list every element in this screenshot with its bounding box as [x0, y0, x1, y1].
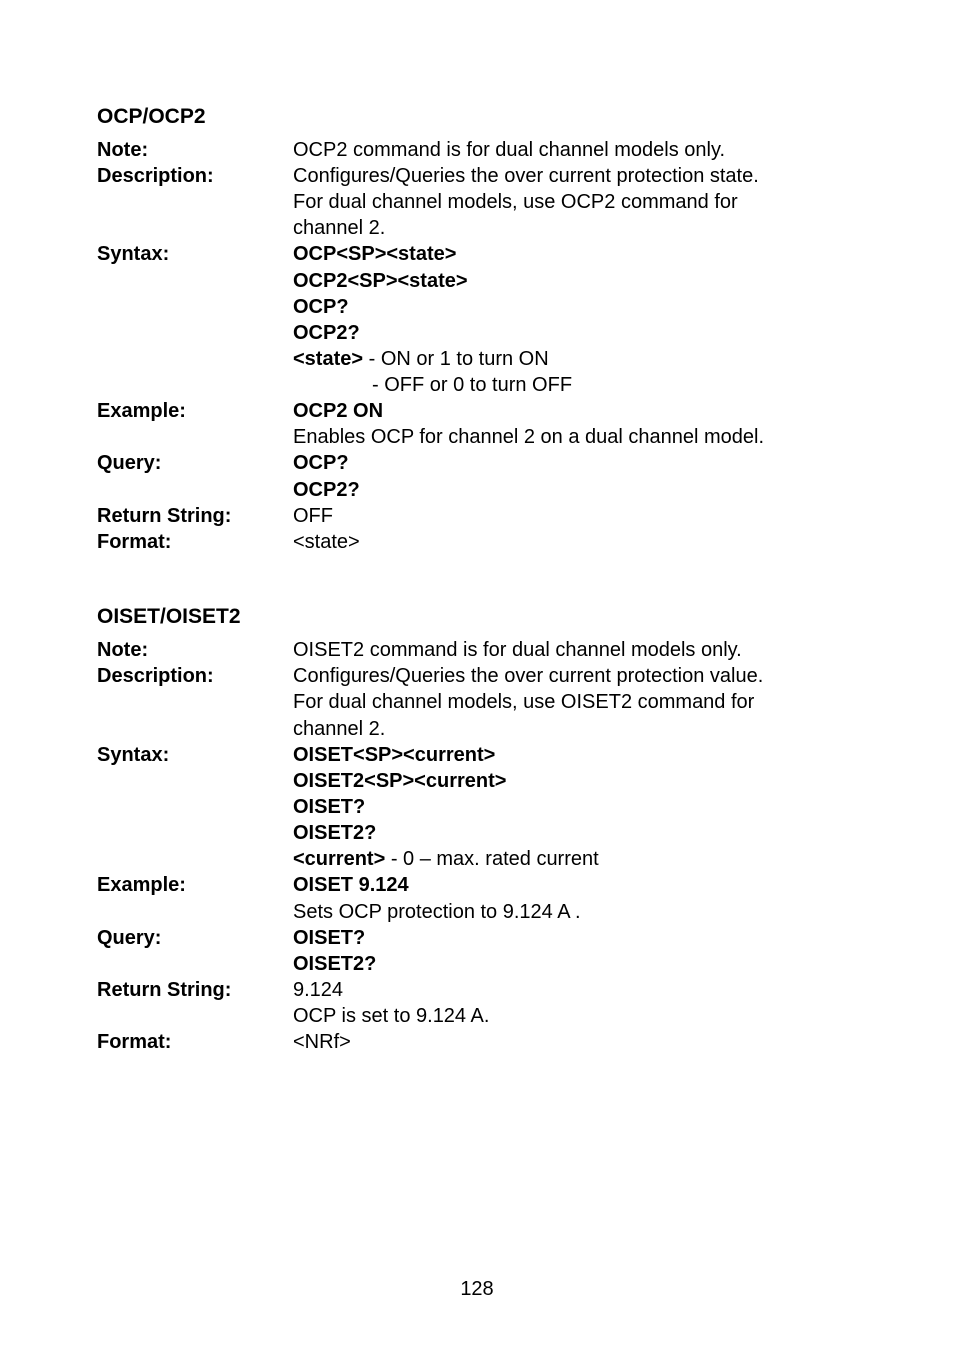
example-row — [0, 872, 954, 898]
description-line: Configures/Queries the over current protection value. — [293, 665, 764, 687]
parameter-name: <current> — [293, 848, 386, 870]
format-row — [0, 529, 954, 555]
page-number: 128 — [460, 1278, 494, 1300]
query-command: OCP2? — [293, 479, 360, 501]
parameter-row — [0, 372, 954, 398]
query-row — [0, 951, 954, 977]
example-command: OCP2 ON — [293, 400, 384, 422]
format-row — [0, 1029, 954, 1055]
description-line: channel 2. — [293, 718, 386, 740]
parameter-row — [0, 346, 954, 372]
example-row — [0, 398, 954, 424]
syntax-row — [0, 294, 954, 320]
format-label: Format: — [97, 1031, 172, 1053]
note-row — [0, 137, 954, 163]
query-label: Query: — [97, 452, 162, 474]
parameter-name: <state> — [293, 348, 364, 370]
parameter-desc: - ON or 1 to turn ON — [363, 348, 549, 370]
example-row — [0, 424, 954, 450]
description-line: channel 2. — [293, 217, 386, 239]
example-label: Example: — [97, 400, 186, 422]
return-string-label: Return String: — [97, 505, 232, 527]
syntax-line: OCP? — [293, 296, 349, 318]
parameter-line — [293, 346, 549, 372]
note-text: OCP2 command is for dual channel models only. — [293, 139, 726, 161]
example-desc: Sets OCP protection to 9.124 A . — [293, 901, 581, 923]
syntax-row — [0, 320, 954, 346]
section-title-oiset: OISET/OISET2 — [97, 605, 241, 628]
return-string-row — [0, 503, 954, 529]
return-string-value: OCP is set to 9.124 A. — [293, 1005, 490, 1027]
format-value: <state> — [293, 531, 360, 553]
query-command: OISET2? — [293, 953, 377, 975]
syntax-line: OISET2<SP><current> — [293, 770, 507, 792]
parameter-desc: - 0 – max. rated current — [385, 848, 599, 870]
return-string-row — [0, 977, 954, 1003]
syntax-row — [0, 794, 954, 820]
description-line: For dual channel models, use OISET2 command for — [293, 691, 755, 713]
description-row — [0, 716, 954, 742]
query-row — [0, 477, 954, 503]
description-line: For dual channel models, use OCP2 command for — [293, 191, 738, 213]
query-row — [0, 450, 954, 476]
example-label: Example: — [97, 874, 186, 896]
description-label: Description: — [97, 165, 214, 187]
example-command: OISET 9.124 — [293, 874, 409, 896]
description-row — [0, 689, 954, 715]
parameter-line — [293, 846, 599, 872]
return-string-row — [0, 1003, 954, 1029]
query-row — [0, 925, 954, 951]
description-label: Description: — [97, 665, 214, 687]
syntax-line: OISET? — [293, 796, 366, 818]
query-command: OISET? — [293, 927, 366, 949]
section-title-ocp: OCP/OCP2 — [97, 105, 206, 128]
return-string-label: Return String: — [97, 979, 232, 1001]
note-label: Note: — [97, 639, 149, 661]
format-value: <NRf> — [293, 1031, 351, 1053]
syntax-label: Syntax: — [97, 243, 170, 265]
note-text: OISET2 command is for dual channel models only. — [293, 639, 742, 661]
syntax-line: OCP2? — [293, 322, 360, 344]
description-row — [0, 215, 954, 241]
syntax-line: OCP<SP><state> — [293, 243, 457, 265]
return-string-value: 9.124 — [293, 979, 344, 1001]
description-row — [0, 663, 954, 689]
syntax-label: Syntax: — [97, 744, 170, 766]
syntax-row — [0, 768, 954, 794]
syntax-row — [0, 268, 954, 294]
parameter-desc: - OFF or 0 to turn OFF — [372, 374, 573, 396]
note-label: Note: — [97, 139, 149, 161]
example-desc: Enables OCP for channel 2 on a dual channel model. — [293, 426, 765, 448]
description-line: Configures/Queries the over current protection state. — [293, 165, 759, 187]
syntax-line: OISET2? — [293, 822, 377, 844]
parameter-row — [0, 846, 954, 872]
note-row — [0, 637, 954, 663]
syntax-row — [0, 742, 954, 768]
syntax-row — [0, 820, 954, 846]
return-string-value: OFF — [293, 505, 333, 527]
query-command: OCP? — [293, 452, 349, 474]
format-label: Format: — [97, 531, 172, 553]
description-row — [0, 189, 954, 215]
syntax-line: OCP2<SP><state> — [293, 270, 468, 292]
example-row — [0, 899, 954, 925]
description-row — [0, 163, 954, 189]
syntax-row — [0, 241, 954, 267]
query-label: Query: — [97, 927, 162, 949]
syntax-line: OISET<SP><current> — [293, 744, 496, 766]
